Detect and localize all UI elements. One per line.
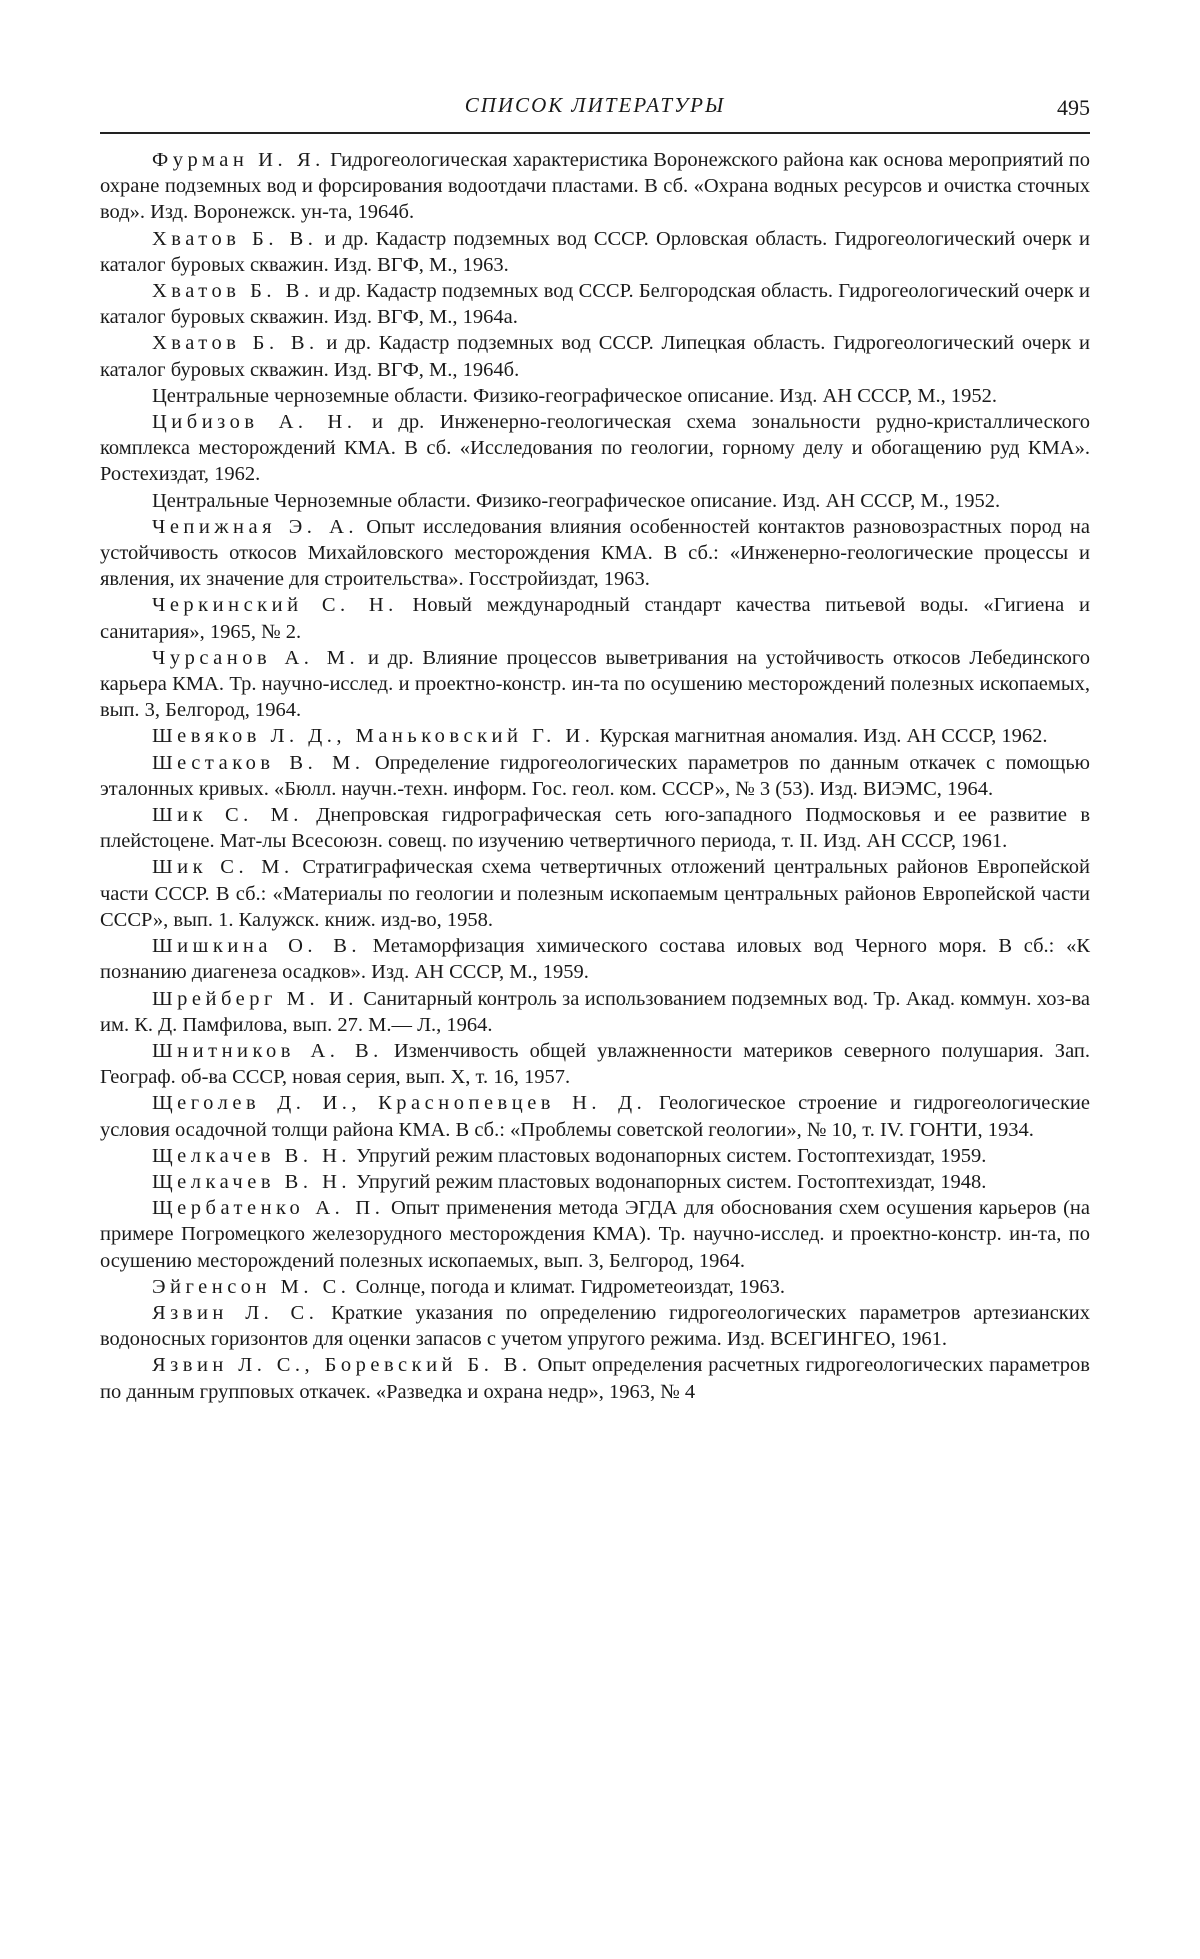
reference-text: Опыт применения метода ЭГДА для обоснования схем осушения карьеров (на примере Погромецкого железорудного месторождения КМА). Тр. научно-исслед. и проектно-констр. ин-та, по осушению месторождений полезных ископаемых, вып. 3, Белгород, 1964. (100, 1197, 1091, 1272)
reference-author: Шнитников А. В. (152, 1039, 383, 1062)
reference-text: Геологическое строение и гидрогеологические условия осадочной толщи района КМА. В сб.: «Проблемы советской геологии», № 10, т. IV. ГОНТИ, 1934. (100, 1092, 1090, 1141)
reference-author: Чепижная Э. А. (152, 515, 359, 538)
reference-entry (100, 854, 1090, 933)
reference-text: Определение гидрогеологических параметров по данным откачек с помощью эталонных кривых. «Бюлл. научн.-техн. информ. Гос. геол. ком. СССР», № 3 (53). Изд. ВИЭМС, 1964. (100, 751, 1090, 800)
reference-text: Новый международный стандарт качества питьевой воды. «Гигиена и санитария», 1965, № 2. (100, 594, 1090, 643)
reference-text: Стратиграфическая схема четвертичных отложений центральных районов Европейской части СССР. В сб.: «Материалы по геологии и полезным ископаемым центральных районов Европейской части СССР», вып. 1. Калужск. книж. изд-во, 1958. (100, 856, 1091, 931)
reference-text: Курская магнитная аномалия. Изд. АН СССР, 1962. (594, 725, 1048, 748)
reference-entry (100, 1090, 1090, 1142)
running-head (100, 93, 1090, 121)
reference-author: Хватов Б. В. (152, 227, 318, 250)
reference-entry (100, 986, 1090, 1038)
reference-author: Шрейберг М. И. (152, 987, 358, 1010)
reference-author: Фурман И. Я. (152, 149, 325, 171)
reference-author: Щербатенко А. П. (152, 1197, 385, 1220)
reference-entry (100, 1143, 1090, 1169)
reference-author: Шестаков В. М. (152, 751, 365, 774)
reference-text: Центральные Черноземные области. Физико-географическое описание. Изд. АН СССР, М., 1952. (152, 489, 1001, 512)
reference-entry (100, 1169, 1090, 1195)
reference-entry (100, 278, 1090, 330)
reference-text: Санитарный контроль за использованием подземных вод. Тр. Акад. коммун. хоз-ва им. К. Д. Памфилова, вып. 27. М.— Л., 1964. (100, 987, 1090, 1036)
reference-entry (100, 147, 1090, 226)
reference-author: Шик С. М. (152, 804, 303, 827)
reference-text: Солнце, погода и климат. Гидрометеоиздат, 1963. (350, 1275, 785, 1298)
reference-entry (100, 645, 1090, 724)
reference-entry (100, 1352, 1090, 1404)
reference-text: Упругий режим пластовых водонапорных систем. Гостоптехиздат, 1948. (351, 1170, 987, 1193)
reference-text: Гидрогеологическая характеристика Воронежского района как основа мероприятий по охране подземных вод и форсирования водоотдачи пластами. В сб. «Охрана водных ресурсов и очистка сточных вод». Изд. Воронежск. ун-та, 1964б. (100, 149, 1091, 224)
reference-entry (100, 1195, 1090, 1274)
reference-author: Хватов Б. В. (152, 280, 314, 303)
reference-entry (100, 592, 1090, 644)
reference-entry (100, 1038, 1090, 1090)
reference-entry (100, 409, 1090, 488)
reference-entry (100, 488, 1090, 514)
reference-author: Щелкачев В. Н. (152, 1144, 352, 1167)
reference-text: и др. Кадастр подземных вод СССР. Липецкая область. Гидрогеологический очерк и каталог буровых скважин. Изд. ВГФ, М., 1964б. (100, 332, 1090, 381)
reference-text: и др. Влияние процессов выветривания на устойчивость откосов Лебединского карьера КМА. Тр. научно-исслед. и проектно-констр. ин-та по осушению месторождений полезных ископаемых, вып. 3, Белгород, 1964. (100, 646, 1090, 722)
reference-entry (100, 226, 1090, 278)
reference-entry (100, 330, 1090, 382)
reference-text: Изменчивость общей увлажненности материков северного полушария. Зап. Географ. об-ва СССР, новая серия, вып. X, т. 16, 1957. (100, 1039, 1090, 1089)
reference-entry (100, 1274, 1090, 1300)
reference-author: Шишкина О. В. (152, 935, 362, 958)
reference-author: Язвин Л. С. (152, 1301, 319, 1324)
reference-text: Опыт исследования влияния особенностей контактов разновозрастных пород на устойчивость откосов Михайловского месторождения КМА. В сб.: «Инженерно-геологические процессы и явления, их значение для строительства». Госстройиздат, 1963. (100, 515, 1090, 591)
reference-author: Черкинский С. Н. (152, 594, 398, 617)
reference-author: Эйгенсон М. С. (152, 1275, 351, 1298)
reference-author: Язвин Л. С., Боревский Б. В. (152, 1354, 532, 1377)
reference-entry (100, 723, 1090, 749)
page-number: 495 (1057, 95, 1090, 120)
reference-text: и др. Инженерно-геологическая схема зональности рудно-кристаллического комплекса месторождений КМА. В сб. «Исследования по геологии, горному делу и обогащению руд КМА». Ростехиздат, 1962. (100, 411, 1090, 486)
reference-text: Центральные черноземные области. Физико-географическое описание. Изд. АН СССР, М., 1952. (152, 384, 998, 407)
reference-author: Шевяков Л. Д., Маньковский Г. И. (152, 725, 595, 748)
reference-text: Упругий режим пластовых водонапорных систем. Гостоптехиздат, 1959. (351, 1144, 987, 1167)
reference-text: Метаморфизация химического состава иловых вод Черного моря. В сб.: «К познанию диагенеза осадков». Изд. АН СССР, М., 1959. (100, 935, 1090, 984)
reference-author: Щеголев Д. И., Краснопевцев Н. Д. (152, 1092, 647, 1115)
reference-author: Хватов Б. В. (152, 332, 319, 355)
reference-text: Опыт определения расчетных гидрогеологических параметров по данным групповых откачек. «Разведка и охрана недр», 1963, № 4 (100, 1354, 1090, 1403)
reference-list (100, 147, 1090, 1405)
reference-entry (100, 750, 1090, 802)
running-title: СПИСОК ЛИТЕРАТУРЫ (464, 93, 726, 117)
reference-entry (100, 802, 1090, 854)
reference-text: и др. Кадастр подземных вод СССР. Орловская область. Гидрогеологический очерк и каталог буровых скважин. Изд. ВГФ, М., 1963. (100, 227, 1090, 276)
reference-text: и др. Кадастр подземных вод СССР. Белгородская область. Гидрогеологический очерк и каталог буровых скважин. Изд. ВГФ, М., 1964а. (100, 280, 1090, 329)
reference-entry (100, 514, 1090, 593)
reference-author: Чурсанов А. М. (152, 646, 360, 669)
reference-text: Краткие указания по определению гидрогеологических параметров артезианских водоносных горизонтов для оценки запасов с учетом упругого режима. Изд. ВСЕГИНГЕО, 1961. (100, 1301, 1090, 1351)
reference-author: Шик С. М. (152, 856, 294, 879)
reference-entry (100, 383, 1090, 409)
header-rule (100, 132, 1090, 134)
reference-text: Днепровская гидрографическая сеть юго-западного Подмосковья и ее развитие в плейстоцене. Мат-лы Всесоюзн. совещ. по изучению четвертичного периода, т. II. Изд. АН СССР, 1961. (100, 804, 1090, 853)
reference-author: Цибизов А. Н. (152, 411, 357, 434)
reference-author: Щелкачев В. Н. (152, 1170, 352, 1193)
reference-entry (100, 1300, 1090, 1352)
reference-entry (100, 933, 1090, 985)
